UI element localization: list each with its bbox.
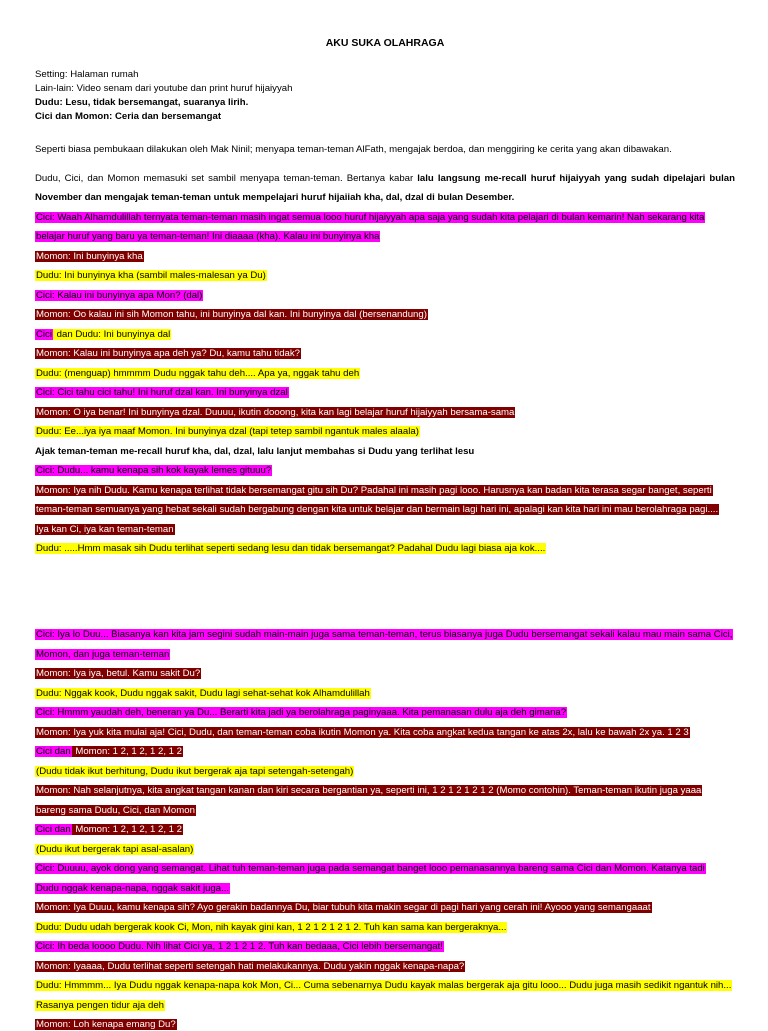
dialog-cici: Cici dan xyxy=(36,824,71,835)
stage-direction: Ajak teman-teman me-recall huruf kha, dal, dzal, lalu lanjut membahas si Dudu yang terlihat lesu xyxy=(35,446,475,457)
dialog-dudu: Dudu: Nggak kook, Dudu nggak sakit, Dudu lagi sehat-sehat kok Alhamdulillah xyxy=(36,688,370,699)
dialog-cici: Cici: Duuuu, ayok dong yang semangat. Lihat tuh teman-teman juga pada semangat banget looo pemanasannya bareng sama Cici dan Momon. Katanya tadi xyxy=(36,863,705,874)
dialog-momon: Momon: Iya yuk kita mulai aja! Cici, Dudu, dan teman-teman coba ikutin Momon ya. Kita coba angkat kedua tangan ke atas 2x, lalu ke bawah 2x ya. 1 2 3 xyxy=(36,727,689,738)
dialog-dudu: (Dudu tidak ikut berhitung, Dudu ikut bergerak aja tapi setengah-setengah) xyxy=(36,766,354,777)
dialog-momon: Momon: Loh kenapa emang Du? xyxy=(36,1019,176,1030)
dialog-cici: Momon, dan juga teman-teman xyxy=(36,649,170,660)
dialog-momon: teman-teman semuanya yang hebat sekali sudah bergabung dengan kita untuk belajar dan bermain lagi hari ini, apalagi kan kita hari ini mau berolahraga pagi.... xyxy=(36,504,719,515)
dialog-dudu: Dudu: (menguap) hmmmm Dudu nggak tahu deh.... Apa ya, nggak tahu deh xyxy=(36,368,360,379)
cici-momon-character-note: Cici dan Momon: Ceria dan bersemangat xyxy=(35,111,222,122)
paragraph-2-line-2: November dan mengajak teman-teman untuk mempelajari huruf hijaiiah kha, dal, dzal di bulan Desember. xyxy=(35,192,515,203)
dialog-dudu: Dudu: .....Hmm masak sih Dudu terlihat seperti sedang lesu dan tidak bersemangat? Padahal Dudu lagi biasa aja kok.... xyxy=(36,543,546,554)
dialog-cici: Dudu nggak kenapa-napa, nggak sakit juga... xyxy=(36,883,230,894)
document-title: AKU SUKA OLAHRAGA xyxy=(325,37,445,49)
dialog-cici: Cici: Dudu... kamu kenapa sih kok kayak lemes gituuu? xyxy=(36,465,272,476)
dialog-cici: Cici dan xyxy=(36,746,71,757)
dudu-character-note: Dudu: Lesu, tidak bersemangat, suaranya lirih. xyxy=(35,97,249,108)
dialog-cici: Cici: Kalau ini bunyinya apa Mon? (dal) xyxy=(36,290,203,301)
paragraph-2-bold: lalu langsung me-recall huruf hijaiyyah yang sudah dipelajari bulan xyxy=(417,173,735,184)
dialog-momon: Momon: Iya nih Dudu. Kamu kenapa terlihat tidak bersemangat gitu sih Du? Padahal ini masih pagi looo. Harusnya kan badan kita terasa segar banget, seperti xyxy=(36,485,712,496)
dialog-momon: Momon: 1 2, 1 2, 1 2, 1 2 xyxy=(72,746,182,757)
dialog-dudu: Dudu: Hmmmm... Iya Dudu nggak kenapa-napa kok Mon, Ci... Cuma sebenarnya Dudu kayak malas bergerak aja gitu looo... Dudu juga masih sedikit ngantuk nih... xyxy=(36,980,732,991)
dialog-cici: Cici: Iya lo Duu... Biasanya kan kita jam segini sudah main-main juga sama teman-teman, terus biasanya juga Dudu bersemangat sekali kalau mau main sama Cici, xyxy=(36,629,733,640)
dialog-momon: bareng sama Dudu, Cici, dan Momon xyxy=(36,805,195,816)
dialog-cici: Cici: Waah Alhamdulillah ternyata teman-teman masih ingat semua looo huruf hijaiyyah apa saja yang sudah kita pelajari di bulan kemarin! Nah sekarang kita xyxy=(36,212,705,223)
dialog-cici: Cici: Ih beda loooo Dudu. Nih lihat Cici ya, 1 2 1 2 1 2. Tuh kan bedaaa, Cici lebih bersemangat! xyxy=(36,941,443,952)
dialog-momon: Momon: Oo kalau ini sih Momon tahu, ini bunyinya dal kan. Ini bunyinya dal (bersenandung) xyxy=(36,309,427,320)
dialog-dudu: Dudu: Ini bunyinya kha (sambil males-malesan ya Du) xyxy=(36,270,266,281)
dialog-cici: Cici: Cici tahu cici tahu! Ini huruf dzal kan. Ini bunyinya dzal xyxy=(36,387,288,398)
dialog-dudu: Dudu: Ee...iya iya maaf Momon. Ini bunyinya dzal (tapi tetep sambil ngantuk males alaala) xyxy=(36,426,419,437)
dialog-dudu: Dudu: Dudu udah bergerak kook Ci, Mon, nih kayak gini kan, 1 2 1 2 1 2 1 2. Tuh kan sama kan bergeraknya... xyxy=(36,922,507,933)
dialog-momon: Momon: Ini bunyinya kha xyxy=(36,251,143,262)
dialog-momon: Momon: Iya Duuu, kamu kenapa sih? Ayo gerakin badannya Du, biar tubuh kita makin segar di pagi hari yang cerah ini! Ayooo yang semangaaat xyxy=(36,902,651,913)
dialog-momon: Iya kan Ci, iya kan teman-teman xyxy=(36,524,174,535)
dialog-momon: Momon: Iya iya, betul. Kamu sakit Du? xyxy=(36,668,201,679)
dialog-momon: Momon: 1 2, 1 2, 1 2, 1 2 xyxy=(72,824,182,835)
dialog-cici: belajar huruf yang baru ya teman-teman! Ini diaaaa (kha). Kalau ini bunyinya kha xyxy=(36,231,380,242)
dialog-momon: Momon: Kalau ini bunyinya apa deh ya? Du, kamu tahu tidak? xyxy=(36,348,300,359)
dialog-momon: Momon: Iyaaaa, Dudu terlihat seperti setengah hati melakukannya. Dudu yakin nggak kenapa-napa? xyxy=(36,961,465,972)
dialog-momon: Momon: Nah selanjutnya, kita angkat tangan kanan dan kiri secara bergantian ya, seperti ini, 1 2 1 2 1 2 1 2 (Momo contohin). Teman-teman ikutin juga yaaa xyxy=(36,785,702,796)
setting-line: Setting: Halaman rumah xyxy=(35,69,139,80)
props-line: Lain-lain: Video senam dari youtube dan print huruf hijaiyyah xyxy=(35,83,293,94)
paragraph-2-text: Dudu, Cici, dan Momon memasuki set sambil menyapa teman-teman. Bertanya kabar xyxy=(35,173,418,184)
dialog-momon: Momon: O iya benar! Ini bunyinya dzal. Duuuu, ikutin dooong, kita kan lagi belajar huruf hijaiyyah bersama-sama xyxy=(36,407,515,418)
dialog-cici: Cici xyxy=(36,329,52,340)
paragraph-2-line-1 xyxy=(35,172,735,185)
dialog-dudu: (Dudu ikut bergerak tapi asal-asalan) xyxy=(36,844,194,855)
dialog-dudu: dan Dudu: Ini bunyinya dal xyxy=(54,329,171,340)
dialog-cici: Cici: Hmmm yaudah deh, beneran ya Du... Berarti kita jadi ya berolahraga paginyaaa. Kita pemanasan dulu aja deh gimana? xyxy=(36,707,567,718)
dialog-dudu: Rasanya pengen tidur aja deh xyxy=(36,1000,165,1011)
intro-paragraph: Seperti biasa pembukaan dilakukan oleh Mak Ninil; menyapa teman-teman AlFath, mengajak berdoa, dan menggiring ke cerita yang akan dibawakan. xyxy=(35,144,672,155)
